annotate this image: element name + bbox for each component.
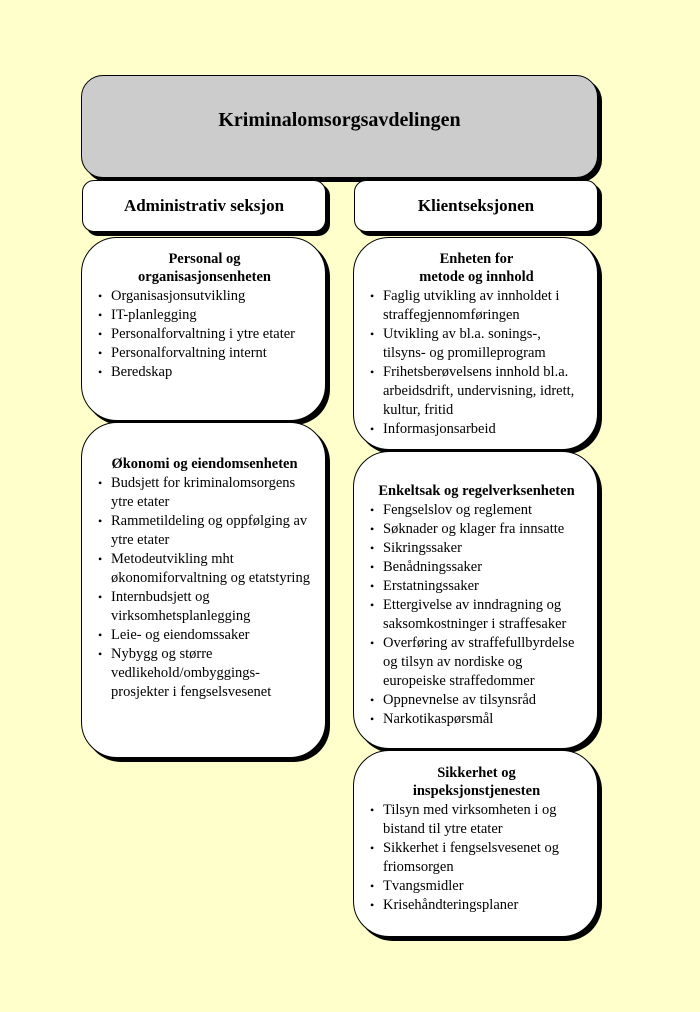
bullet-icon: •	[98, 289, 103, 303]
section-klient	[354, 180, 598, 232]
unit-heading-line: Enkeltsak og regelverksenheten	[378, 483, 575, 499]
bullet-icon: •	[98, 628, 103, 642]
bullet-icon: •	[370, 693, 375, 707]
task-item: • Krisehåndteringsplaner	[370, 897, 519, 913]
task-item: • Leie- og eiendomssaker	[98, 627, 250, 643]
unit-okonomi-eiendom	[81, 422, 326, 758]
task-list	[370, 801, 583, 915]
bullet-icon: •	[370, 898, 375, 912]
unit-metode-innhold	[353, 237, 598, 450]
bullet-icon: •	[370, 841, 375, 855]
unit-heading	[370, 482, 583, 500]
unit-sikkerhet-inspeksjon	[353, 750, 598, 937]
task-item: • Erstatningssaker	[370, 578, 479, 594]
bullet-icon: •	[370, 422, 375, 436]
unit-heading-line: Sikkerhet og	[437, 765, 516, 781]
task-item: • Sikkerhet i fengselsvesenet og friomsorgen	[370, 840, 559, 875]
bullet-icon: •	[370, 579, 375, 593]
unit-heading-line: organisasjonsenheten	[138, 269, 271, 285]
bullet-icon: •	[370, 365, 375, 379]
task-item: • Tilsyn med virksomheten i og bistand til ytre etater	[370, 802, 557, 837]
task-item: • Beredskap	[98, 364, 173, 380]
bullet-icon: •	[98, 346, 103, 360]
bullet-icon: •	[98, 552, 103, 566]
task-item: • Rammetildeling og oppfølging av ytre etater	[98, 513, 308, 548]
task-item: • Informasjonsarbeid	[370, 421, 496, 437]
bullet-icon: •	[98, 647, 103, 661]
department-box	[81, 75, 598, 178]
unit-enkeltsak-regelverk	[353, 451, 598, 749]
bullet-icon: •	[98, 365, 103, 379]
unit-heading	[370, 764, 583, 800]
unit-heading	[98, 250, 311, 286]
task-item: • Søknader og klager fra innsatte	[370, 521, 565, 537]
bullet-icon: •	[370, 327, 375, 341]
bullet-icon: •	[370, 598, 375, 612]
unit-personal-organisasjon	[81, 237, 326, 421]
task-list	[98, 287, 311, 382]
bullet-icon: •	[370, 879, 375, 893]
section-label: Klientseksjonen	[417, 196, 535, 215]
unit-heading	[370, 250, 583, 286]
task-item: • Personalforvaltning i ytre etater	[98, 326, 296, 342]
bullet-icon: •	[98, 308, 103, 322]
task-list	[98, 474, 311, 702]
task-item: • Fengselslov og reglement	[370, 502, 533, 518]
section-label: Administrativ seksjon	[123, 196, 285, 215]
task-item: • Oppnevnelse av tilsynsråd	[370, 692, 537, 708]
bullet-icon: •	[370, 289, 375, 303]
task-item: • Personalforvaltning internt	[98, 345, 267, 361]
section-administrativ	[82, 180, 326, 232]
task-item: • Tvangsmidler	[370, 878, 464, 894]
bullet-icon: •	[370, 522, 375, 536]
task-item: • Faglig utvikling av innholdet i straffegjennomføringen	[370, 288, 560, 323]
task-list	[370, 501, 583, 729]
task-item: • Budsjett for kriminalomsorgens ytre etater	[98, 475, 296, 510]
bullet-icon: •	[98, 476, 103, 490]
unit-heading-line: Personal og	[168, 251, 241, 267]
bullet-icon: •	[370, 541, 375, 555]
task-item: • Sikringssaker	[370, 540, 462, 556]
task-list	[370, 287, 583, 439]
unit-heading-line: metode og innhold	[419, 269, 534, 285]
task-item: • Ettergivelse av inndragning og saksomkostninger i straffesaker	[370, 597, 567, 632]
bullet-icon: •	[98, 590, 103, 604]
department-title: Kriminalomsorgsavdelingen	[218, 109, 461, 131]
unit-heading-line: inspeksjonstjenesten	[412, 783, 541, 799]
unit-heading-line: Økonomi og eiendomsenheten	[111, 456, 298, 472]
bullet-icon: •	[370, 503, 375, 517]
task-item: • Utvikling av bl.a. sonings-, tilsyns- og promilleprogram	[370, 326, 546, 361]
bullet-icon: •	[370, 803, 375, 817]
bullet-icon: •	[98, 514, 103, 528]
task-item: • Metodeutvikling mht økonomiforvaltning og etatstyring	[98, 551, 310, 586]
task-item: • Nybygg og større vedlikehold/ombyggings-prosjekter i fengselsvesenet	[98, 646, 272, 700]
task-item: • IT-planlegging	[98, 307, 197, 323]
task-item: • Internbudsjett og virksomhetsplanlegging	[98, 589, 251, 624]
task-item: • Organisasjonsutvikling	[98, 288, 246, 304]
bullet-icon: •	[98, 327, 103, 341]
task-item: • Overføring av straffefullbyrdelse og tilsyn av nordiske og europeiske straffedommer	[370, 635, 575, 689]
bullet-icon: •	[370, 712, 375, 726]
task-item: • Narkotikaspørsmål	[370, 711, 494, 727]
unit-heading	[98, 455, 311, 473]
task-item: • Frihetsberøvelsens innhold bl.a. arbeidsdrift, undervisning, idrett, kultur, fritid	[370, 364, 575, 418]
unit-heading-line: Enheten for	[439, 251, 514, 267]
bullet-icon: •	[370, 560, 375, 574]
task-item: • Benådningssaker	[370, 559, 483, 575]
bullet-icon: •	[370, 636, 375, 650]
